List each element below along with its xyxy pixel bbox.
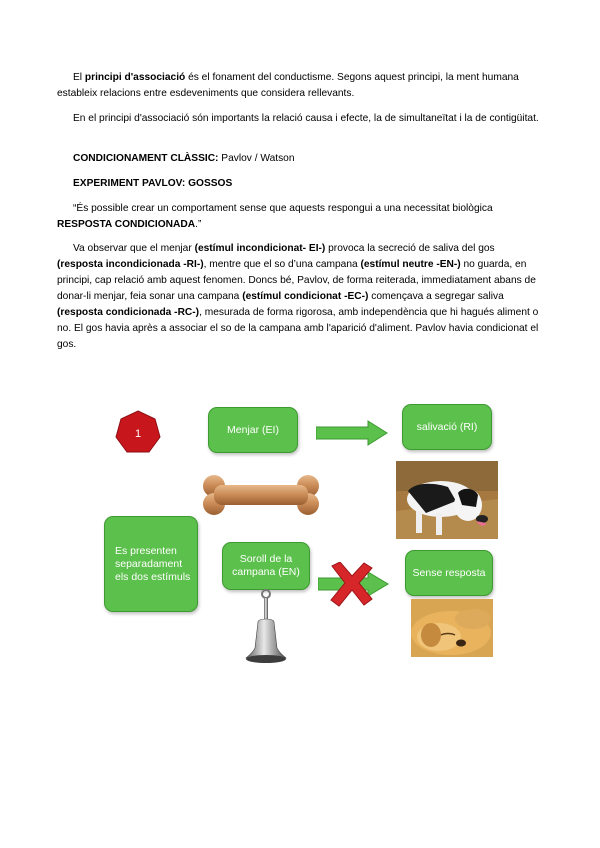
- bone-image-icon: [202, 474, 320, 516]
- p5-end: .”: [195, 219, 202, 230]
- standing-dog-image-icon: [396, 461, 498, 539]
- p5-lead: “És possible crear un comportament sense que aquests respongui a una necessitat biològica: [73, 203, 493, 214]
- no-response-box: Sense resposta: [405, 550, 493, 596]
- sleeping-dog-image-icon: [411, 599, 493, 657]
- salivation-response-box: salivació (RI): [402, 404, 492, 450]
- p1-bold: principi d'associació: [84, 72, 186, 83]
- heptagon-badge-icon: [114, 409, 162, 457]
- p3-rest: Pavlov / Watson: [218, 153, 295, 164]
- right-arrow-icon: [316, 420, 388, 446]
- p6-b4: (estímul condicionat -EC-): [242, 291, 369, 302]
- p6-b1: (estímul incondicionat- EI-): [194, 243, 326, 254]
- p6-b3: (estímul neutre -EN-): [360, 259, 461, 270]
- p6-b2: (resposta incondicionada -RI-): [57, 259, 204, 270]
- food-stimulus-box: Menjar (EI): [208, 407, 298, 453]
- p6-t4: no guarda, en principi, cap relació amb aquest fenomen. Doncs bé, Pavlov, de forma reiterada, immediatament abans de donar-li menjar, feia sonar una campana: [57, 259, 536, 302]
- p6-t5: començava a segregar saliva: [368, 291, 504, 302]
- p1-lead: El: [73, 72, 85, 83]
- separate-stimuli-box: Es presenten separadament els dos estímuls: [104, 516, 198, 612]
- p5-bold: RESPOSTA CONDICIONADA: [57, 219, 196, 230]
- blocked-arrow-icon: [318, 562, 390, 608]
- p3-bold: CONDICIONAMENT CLÀSSIC:: [73, 153, 219, 164]
- experiment-heading: EXPERIMENT PAVLOV: GOSSOS: [73, 178, 233, 189]
- p6-t1: Va observar que el menjar: [73, 243, 195, 254]
- p1-rest: és el fonament del conductisme. Segons aquest principi, la ment humana estableix relacions entre esdeveniments que considera rellevants.: [57, 72, 519, 99]
- step-badge-number: 1: [134, 428, 142, 440]
- p6-t2: provoca la secreció de saliva del gos: [325, 243, 495, 254]
- association-paragraph: En el principi d'associació són importants la relació causa i efecte, la de simultaneïtat i la de contigüitat.: [73, 113, 539, 124]
- bell-image-icon: [244, 588, 288, 666]
- bell-stimulus-box: Soroll de la campana (EN): [222, 542, 310, 590]
- p6-b5: (resposta condicionada -RC-): [57, 307, 200, 318]
- p6-t6: , mesurada de forma rigorosa, amb independència que hi hagués aliment o no. El gos havia après a associar el so de la campana amb l'aparició d'aliment. Pavlov havia condicionat el gos.: [57, 307, 539, 350]
- p6-t3: , mentre que el so d’una campana: [203, 259, 361, 270]
